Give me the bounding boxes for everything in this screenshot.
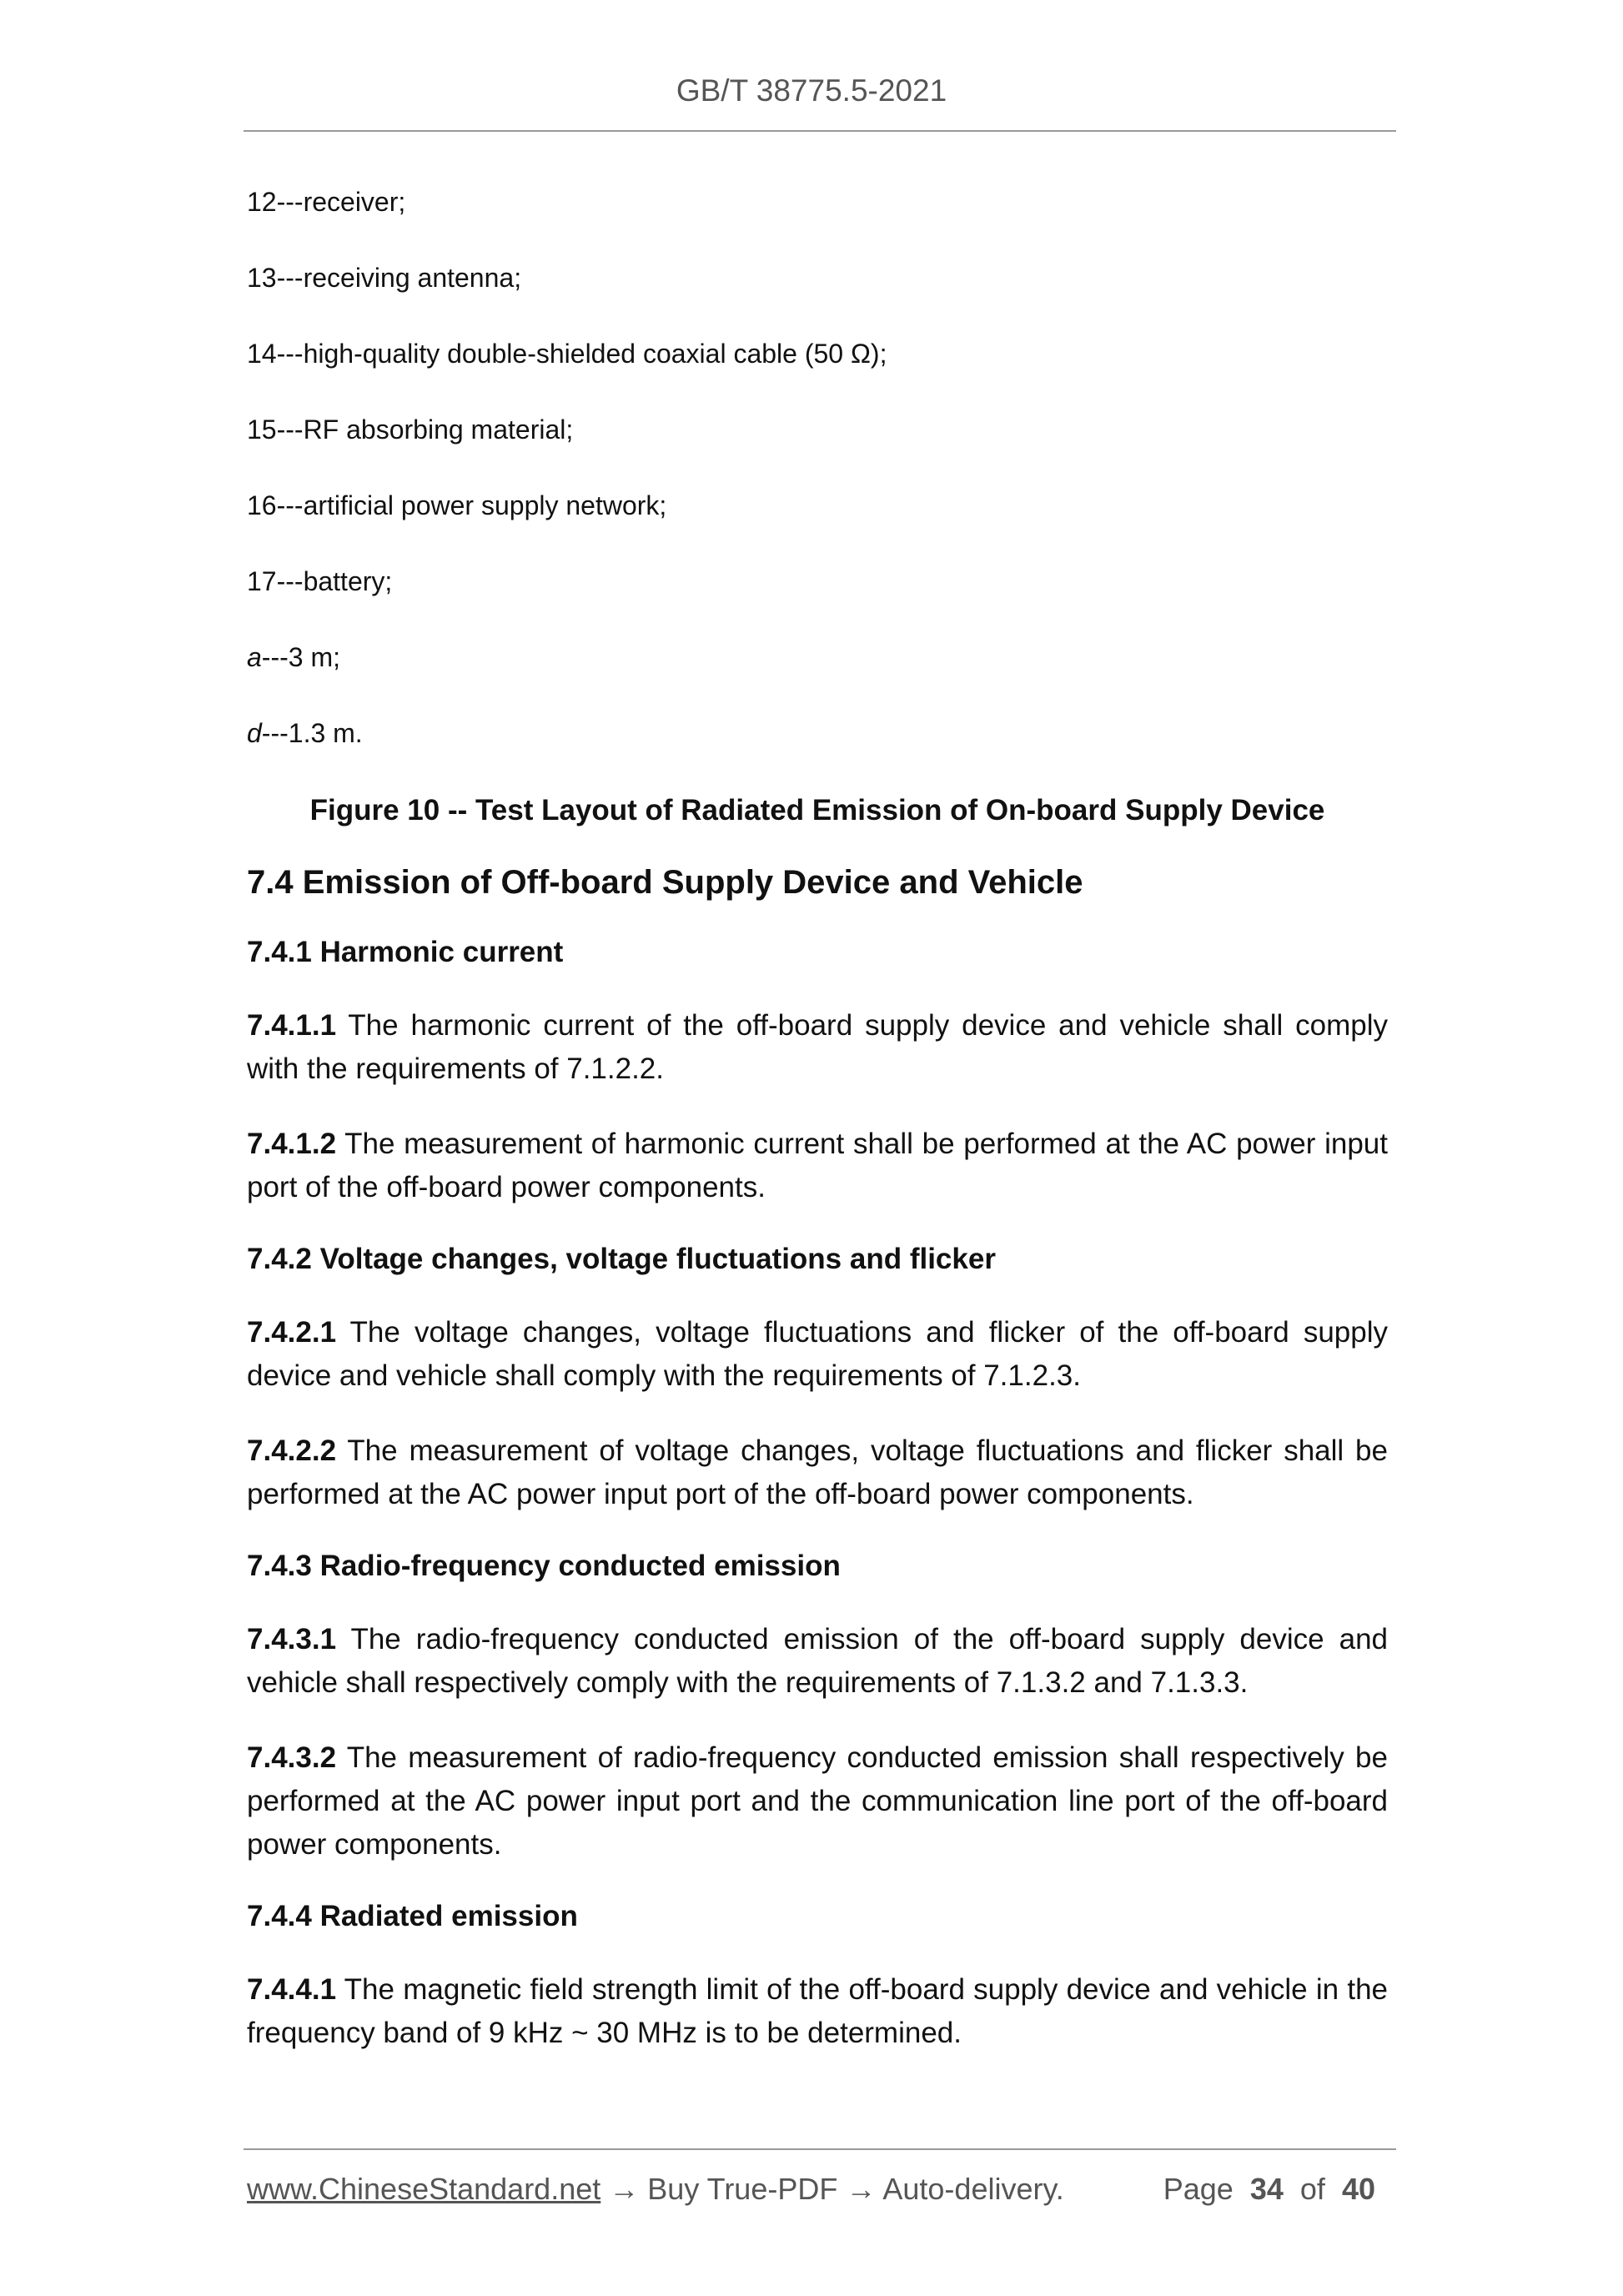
page-number: Page 34 of 40 (1163, 2172, 1375, 2206)
website-link[interactable]: www.ChineseStandard.net (247, 2172, 601, 2206)
header-divider (244, 130, 1396, 132)
clause-paragraph: 7.4.3.2 The measurement of radio-frequency conducted emission shall respectively be performed at the AC power input port and the communication line port of the off-board power components. (247, 1741, 1388, 1861)
buy-true-pdf-text: Buy True-PDF (647, 2172, 838, 2206)
section-heading: 7.4 Emission of Off-board Supply Device and Vehicle (247, 864, 1083, 901)
legend-item: 12---receiver; (247, 187, 406, 217)
figure-caption: Figure 10 -- Test Layout of Radiated Emission of On-board Supply Device (309, 794, 1325, 826)
header-title: GB/T 38775.5-2021 (676, 73, 947, 108)
subsection-heading: 7.4.4 Radiated emission (247, 1900, 578, 1932)
legend-item: 15---RF absorbing material; (247, 414, 574, 445)
legend-item: 13---receiving antenna; (247, 263, 522, 293)
subsection-heading: 7.4.3 Radio-frequency conducted emission (247, 1550, 841, 1582)
clause-paragraph: 7.4.1.2 The measurement of harmonic current shall be performed at the AC power input port of the off-board power components. (247, 1128, 1388, 1203)
clause-paragraph: 7.4.4.1 The magnetic field strength limit of the off-board supply device and vehicle in the frequency band of 9 kHz ~ 30 MHz is to be determined. (247, 1973, 1388, 2049)
clause-paragraph: 7.4.3.1 The radio-frequency conducted emission of the off-board supply device and vehicle shall respectively comply with the requirements of 7.1.3.2 and 7.1.3.3. (247, 1623, 1388, 1699)
arrow-right-icon: → (846, 2172, 877, 2206)
page-content (247, 185, 1388, 2087)
legend-item: d---1.3 m. (247, 718, 363, 748)
clause-paragraph: 7.4.2.2 The measurement of voltage changes, voltage fluctuations and flicker shall be performed at the AC power input port of the off-board power components. (247, 1434, 1388, 1510)
arrow-right-icon: → (609, 2172, 640, 2206)
footer-divider (244, 2148, 1396, 2150)
legend-item: a---3 m; (247, 642, 340, 672)
clause-paragraph: 7.4.1.1 The harmonic current of the off-board supply device and vehicle shall comply with the requirements of 7.1.2.2. (247, 1009, 1388, 1085)
legend-item: 17---battery; (247, 566, 393, 596)
auto-delivery-text: Auto-delivery. (882, 2172, 1064, 2206)
legend-item: 14---high-quality double-shielded coaxial cable (50 Ω); (247, 339, 887, 369)
page-footer (247, 2172, 1388, 2207)
clause-paragraph: 7.4.2.1 The voltage changes, voltage fluctuations and flicker of the off-board supply device and vehicle shall comply with the requirements of 7.1.2.3. (247, 1316, 1388, 1392)
subsection-heading: 7.4.1 Harmonic current (247, 936, 564, 968)
subsection-heading: 7.4.2 Voltage changes, voltage fluctuations and flicker (247, 1243, 996, 1275)
legend-item: 16---artificial power supply network; (247, 490, 667, 520)
